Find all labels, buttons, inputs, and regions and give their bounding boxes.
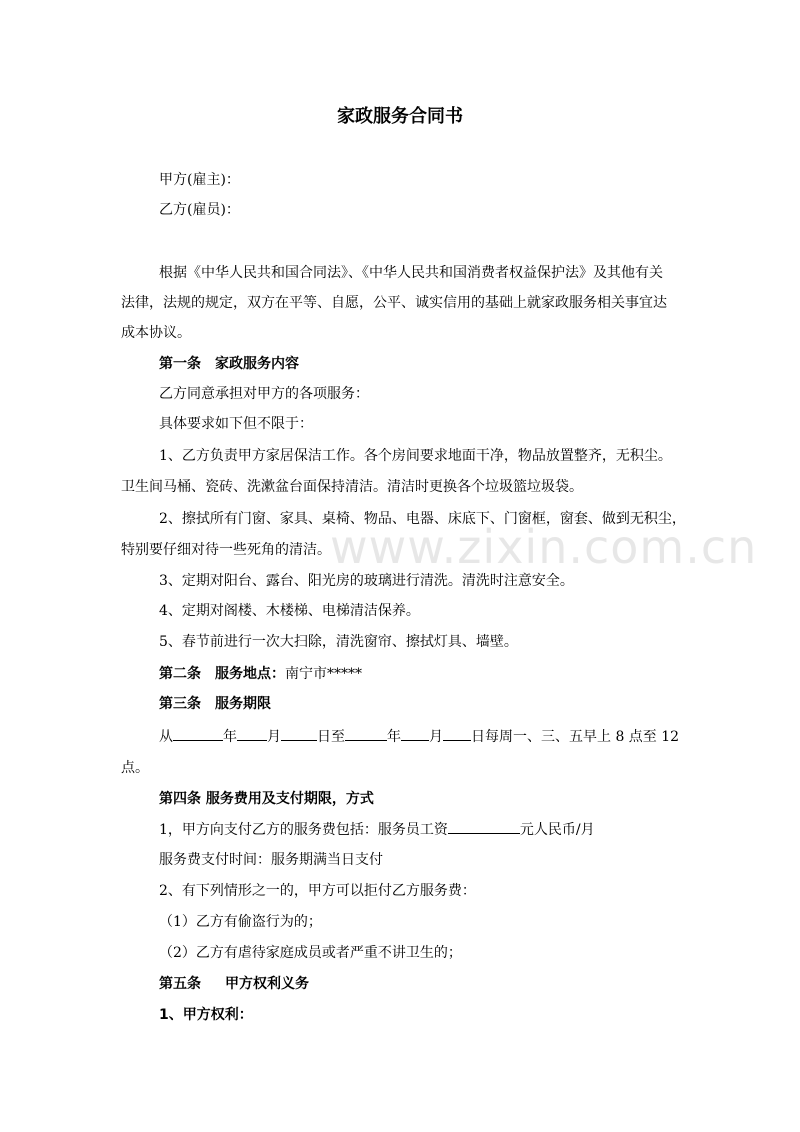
article-1-title: 家政服务内容 — [215, 356, 299, 372]
article-5-number: 第五条 — [159, 976, 201, 992]
article-2-number: 第二条 — [159, 666, 201, 682]
start-month-label: 月 — [267, 729, 281, 745]
article-1-item-1-line-2: 卫生间马桶、瓷砖、洗漱盆台面保持清洁。清洁时更换各个垃圾篮垃圾袋。 — [121, 479, 583, 495]
schedule-text: 日每周一、三、五早上 8 点至 12 — [471, 729, 680, 745]
from-label: 从 — [159, 729, 173, 745]
end-month-blank — [401, 726, 429, 741]
article-3-number: 第三条 — [159, 696, 201, 712]
article-2-line — [159, 664, 362, 684]
intro-line-3: 成本协议。 — [121, 325, 191, 341]
refuse-case-1: （1）乙方有偷盗行为的； — [159, 914, 322, 930]
fee-label: 1，甲方向支付乙方的服务费包括：服务员工资 — [159, 822, 448, 838]
intro-line-2: 法律，法规的规定，双方在平等、自愿，公平、诚实信用的基础上就家政服务相关事宜达 — [121, 295, 667, 311]
refuse-case-2: （2）乙方有虐待家庭成员或者严重不讲卫生的； — [159, 945, 462, 961]
start-day-blank — [281, 726, 317, 741]
party-a-line: 甲方(雇主)： — [159, 172, 240, 188]
article-1-item-5: 5、春节前进行一次大扫除，清洗窗帘、擦拭灯具、墙壁。 — [159, 634, 518, 650]
article-4-heading: 第四条 服务费用及支付期限，方式 — [159, 791, 374, 807]
payment-time-line: 服务费支付时间：服务期满当日支付 — [159, 852, 383, 868]
fee-unit: 元人民币/月 — [519, 822, 595, 838]
watermark: www.zixin.com.cn — [330, 520, 758, 574]
article-5-heading — [159, 974, 309, 994]
article-5-title: 甲方权利义务 — [225, 976, 309, 992]
party-a-rights-heading: 1、甲方权利： — [159, 1007, 253, 1023]
article-1-item-2-line-1: 2、擦拭所有门窗、家具、桌椅、物品、电器、床底下、门窗框，窗套、做到无积尘， — [159, 511, 686, 527]
article-1-item-2-line-2: 特别要仔细对待一些死角的清洁。 — [121, 542, 331, 558]
start-month-blank — [237, 726, 267, 741]
start-year-label: 年 — [223, 729, 237, 745]
end-month-label: 月 — [429, 729, 443, 745]
end-year-label: 年 — [387, 729, 401, 745]
fee-amount-blank — [448, 819, 520, 834]
start-year-blank — [173, 726, 223, 741]
service-fee-line — [159, 819, 595, 840]
article-2-title: 服务地点： — [215, 666, 285, 682]
article-1-item-3: 3、定期对阳台、露台、阳光房的玻璃进行清洗。清洗时注意安全。 — [159, 573, 574, 589]
start-day-label: 日至 — [317, 729, 345, 745]
refuse-payment-line: 2、有下列情形之一的，甲方可以拒付乙方服务费： — [159, 883, 476, 899]
document-title: 家政服务合同书 — [337, 106, 463, 127]
article-1-number: 第一条 — [159, 356, 201, 372]
intro-line-1: 根据《中华人民共和国合同法》、《中华人民共和国消费者权益保护法》及其他有关 — [159, 265, 663, 281]
article-3-heading — [159, 694, 271, 714]
party-b-line: 乙方(雇员)： — [159, 202, 240, 218]
article-1-item-4: 4、定期对阁楼、木楼梯、电梯清洁保养。 — [159, 603, 420, 619]
service-period-line — [159, 726, 679, 747]
end-day-blank — [443, 726, 471, 741]
end-year-blank — [345, 726, 387, 741]
service-period-cont: 点。 — [121, 760, 149, 776]
service-location-value: 南宁市***** — [285, 666, 362, 682]
article-1-paragraph-1: 乙方同意承担对甲方的各项服务： — [159, 386, 369, 402]
article-1-heading — [159, 354, 299, 374]
article-1-item-1-line-1: 1、乙方负责甲方家居保洁工作。各个房间要求地面干净，物品放置整齐，无积尘。 — [159, 448, 672, 464]
article-1-paragraph-2: 具体要求如下但不限于： — [159, 416, 313, 432]
article-3-title: 服务期限 — [215, 696, 271, 712]
